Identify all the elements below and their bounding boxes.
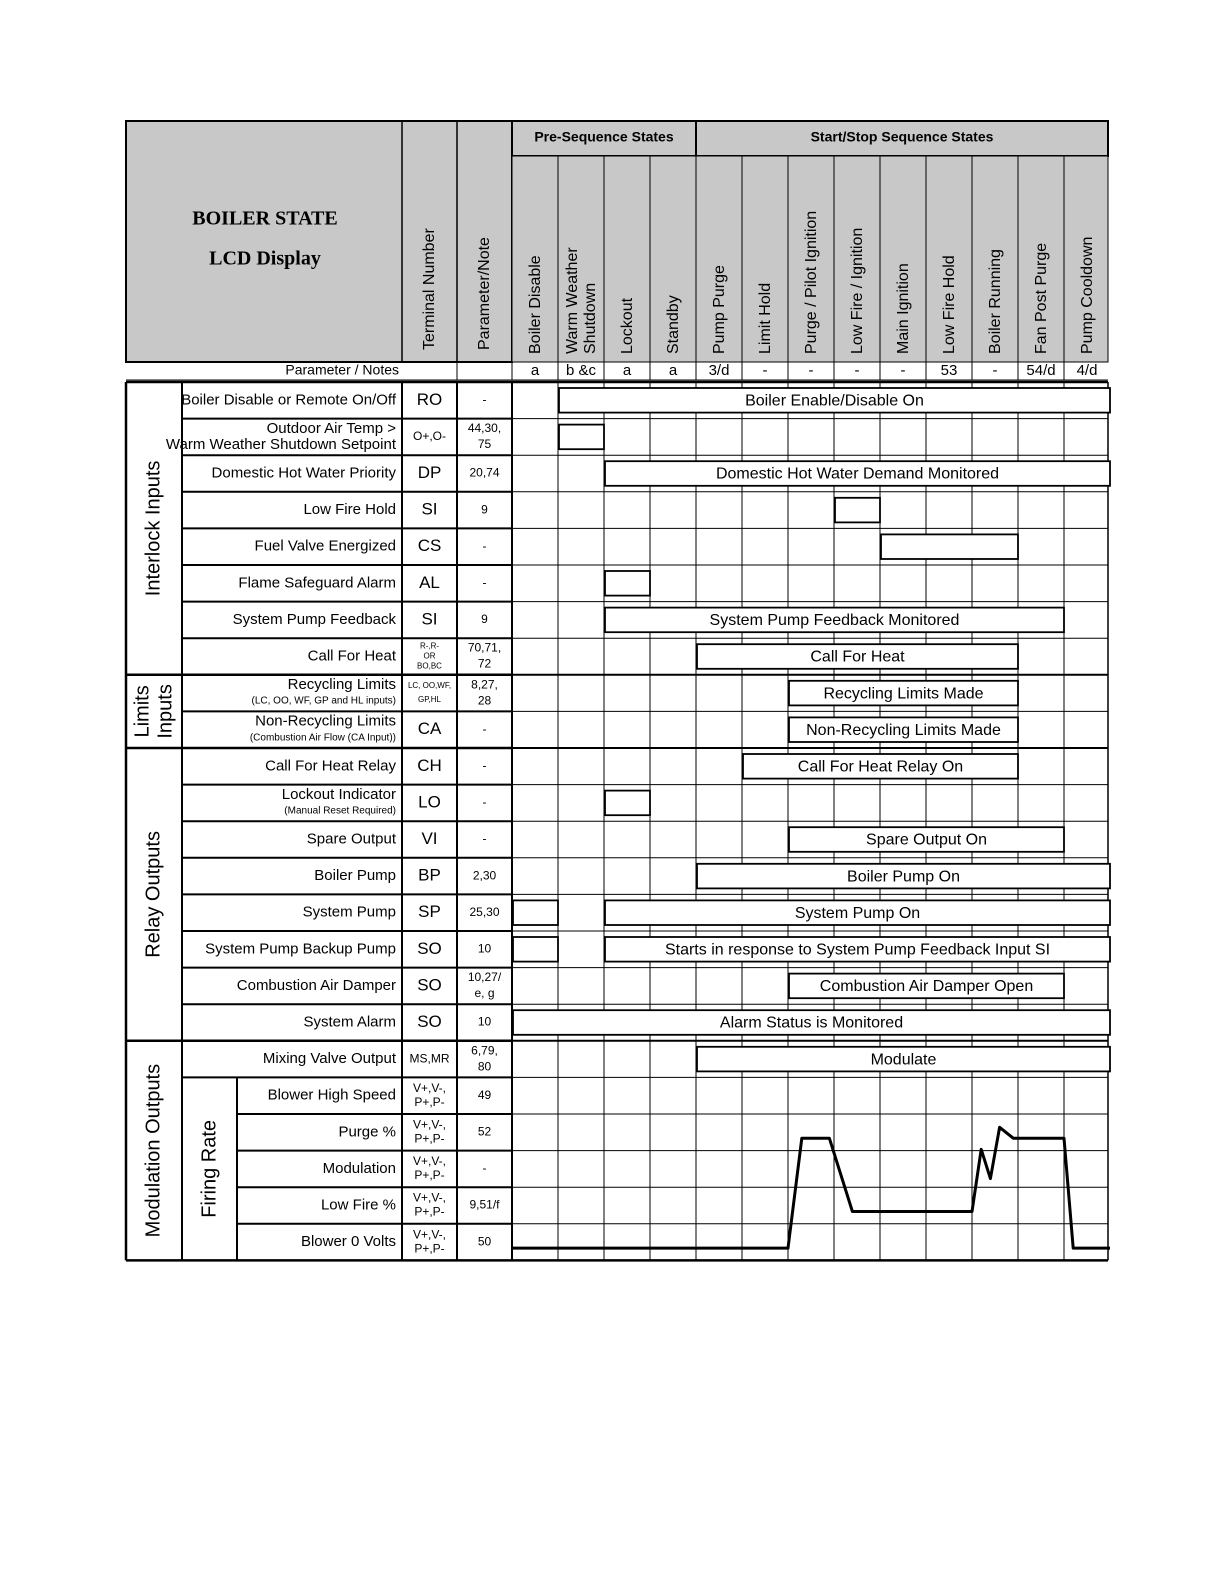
- parameter-note: 9: [481, 502, 488, 517]
- row-label-line2: (Manual Reset Required): [284, 805, 396, 817]
- state-header-3: Lockout: [619, 297, 637, 354]
- terminal-number-line2: P+,P-: [414, 1241, 445, 1256]
- terminal-number-line2: P+,P-: [414, 1131, 445, 1146]
- parameter-note: 50: [477, 1234, 492, 1249]
- terminal-number: V+,V-,: [412, 1080, 447, 1095]
- state-bar: [559, 425, 604, 450]
- parameter-note: -: [482, 721, 487, 736]
- row-label: Domestic Hot Water Priority: [211, 464, 396, 482]
- state-note-2: b &c: [565, 361, 597, 379]
- terminal-number: RO: [416, 389, 443, 409]
- header-left-block: [126, 121, 512, 362]
- row-label: System Pump: [302, 903, 396, 921]
- state-bar-label: Call For Heat: [810, 648, 905, 666]
- state-header-11: Boiler Running: [987, 249, 1005, 354]
- state-bar-label: Starts in response to System Pump Feedback Input SI: [664, 941, 1051, 959]
- state-note-11: -: [992, 361, 998, 379]
- state-bar-label: Boiler Enable/Disable On: [745, 392, 924, 410]
- terminal-number: SI: [421, 609, 438, 629]
- firing-rate-section: Firing Rate: [198, 1119, 221, 1218]
- terminal-number: CA: [417, 719, 442, 739]
- state-header-12: Fan Post Purge: [1033, 242, 1051, 354]
- row-label: System Pump Backup Pump: [205, 940, 396, 958]
- state-bar-label: System Pump Feedback Monitored: [709, 612, 960, 630]
- state-bar: [605, 791, 650, 816]
- state-header-1: Boiler Disable: [527, 255, 545, 354]
- parameter-notes-label: Parameter / Notes: [285, 361, 399, 378]
- row-label: Combustion Air Damper: [236, 976, 396, 994]
- state-note-9: -: [900, 361, 906, 379]
- parameter-note-line2: 28: [477, 693, 492, 708]
- row-label: System Pump Feedback: [232, 610, 396, 628]
- state-header-10: Low Fire Hold: [941, 255, 959, 354]
- terminal-number: SO: [417, 1011, 442, 1031]
- state-note-5: 3/d: [708, 361, 730, 379]
- state-note-1: a: [530, 361, 540, 379]
- row-label-line2: (LC, OO, WF, GP and HL inputs): [251, 695, 396, 707]
- terminal-number: R-,R-: [419, 641, 440, 651]
- parameter-note: 49: [477, 1087, 492, 1102]
- state-bar-label: Boiler Pump On: [847, 868, 960, 886]
- terminal-number: AL: [419, 572, 440, 592]
- terminal-number: CS: [417, 536, 442, 556]
- terminal-number: V+,V-,: [412, 1154, 447, 1169]
- state-note-12: 54/d: [1026, 361, 1056, 379]
- state-bar-label: Domestic Hot Water Demand Monitored: [715, 465, 1000, 483]
- state-header-2-line2: Shutdown: [582, 282, 600, 354]
- state-bar-label: Modulate: [870, 1051, 937, 1069]
- lcd-display-title: LCD Display: [209, 247, 321, 270]
- state-bar-label: Call For Heat Relay On: [797, 758, 964, 776]
- parameter-note: 10,27/: [467, 970, 502, 985]
- row-label: Blower High Speed: [267, 1086, 396, 1104]
- parameter-note: -: [482, 758, 487, 773]
- parameter-note: 25,30: [469, 904, 500, 919]
- terminal-number: V+,V-,: [412, 1227, 447, 1242]
- state-header-2: Warm Weather: [564, 247, 582, 354]
- state-bar: [881, 534, 1018, 559]
- row-label: Lockout Indicator: [281, 785, 396, 803]
- terminal-number: V+,V-,: [412, 1190, 447, 1205]
- state-bar-label: Non-Recycling Limits Made: [806, 721, 1001, 739]
- row-label: System Alarm: [303, 1013, 396, 1031]
- terminal-number: SP: [418, 902, 441, 922]
- terminal-number: SI: [421, 499, 438, 519]
- terminal-number: CH: [417, 755, 442, 775]
- terminal-number-line2: OR: [423, 651, 436, 661]
- boiler-state-title: BOILER STATE: [192, 207, 338, 230]
- parameter-note: 20,74: [469, 465, 500, 480]
- terminal-number: LO: [418, 792, 441, 812]
- terminal-number: SO: [417, 938, 442, 958]
- state-bar: [605, 571, 650, 596]
- state-bars: [513, 388, 1110, 1071]
- terminal-number-line2: GP,HL: [418, 695, 441, 705]
- limits-inputs-section: Limits: [131, 685, 154, 738]
- state-note-7: -: [808, 361, 814, 379]
- row-label-line2: (Combustion Air Flow (CA Input)): [249, 732, 396, 744]
- parameter-note: -: [482, 538, 487, 553]
- row-label: Fuel Valve Energized: [254, 537, 396, 555]
- modulation-outputs-section: Modulation Outputs: [142, 1063, 165, 1238]
- row-label: Call For Heat: [307, 647, 396, 665]
- pre-sequence-group-label: Pre-Sequence States: [534, 128, 674, 145]
- terminal-number: O+,O-: [412, 429, 447, 444]
- row-label: Modulation: [322, 1159, 396, 1177]
- terminal-number: V+,V-,: [412, 1117, 447, 1132]
- state-bar: [513, 900, 558, 925]
- parameter-note: 9,51/f: [469, 1197, 500, 1212]
- state-bar-label: Combustion Air Damper Open: [819, 978, 1034, 996]
- terminal-number-line2: P+,P-: [414, 1168, 445, 1183]
- parameter-note: 10: [477, 1014, 492, 1029]
- state-header-8: Low Fire / Ignition: [849, 227, 867, 354]
- state-bar-label: Alarm Status is Monitored: [719, 1014, 904, 1032]
- row-label: Call For Heat Relay: [265, 757, 396, 775]
- row-label: Blower 0 Volts: [300, 1233, 396, 1251]
- row-label: Boiler Pump: [314, 867, 396, 885]
- state-note-13: 4/d: [1076, 361, 1098, 379]
- start-stop-group-label: Start/Stop Sequence States: [810, 128, 994, 145]
- parameter-note: -: [482, 795, 487, 810]
- state-note-8: -: [854, 361, 860, 379]
- terminal-number: LC, OO,WF,: [407, 681, 452, 691]
- terminal-number-line2: P+,P-: [414, 1094, 445, 1109]
- parameter-note: 9: [481, 612, 488, 627]
- row-label: Boiler Disable or Remote On/Off: [181, 391, 396, 409]
- parameter-note-line2: e, g: [474, 986, 495, 1001]
- row-label: Flame Safeguard Alarm: [238, 574, 396, 592]
- state-note-10: 53: [940, 361, 958, 379]
- terminal-number-line2: P+,P-: [414, 1204, 445, 1219]
- state-header-5: Pump Purge: [711, 265, 729, 354]
- state-header-13: Pump Cooldown: [1079, 236, 1097, 354]
- state-header-9: Main Ignition: [895, 263, 913, 354]
- parameter-note: 8,27,: [471, 677, 498, 692]
- interlock-inputs-section: Interlock Inputs: [142, 460, 165, 597]
- parameter-note-line2: 80: [477, 1059, 492, 1074]
- state-bar-label: Recycling Limits Made: [823, 685, 984, 703]
- parameter-note: -: [482, 1161, 487, 1176]
- relay-outputs-section: Relay Outputs: [142, 831, 165, 958]
- terminal-number: SO: [417, 975, 442, 995]
- state-bar-label: System Pump On: [794, 904, 921, 922]
- row-label: Purge %: [338, 1123, 396, 1141]
- state-header-6: Limit Hold: [757, 282, 775, 354]
- parameter-note-header: Parameter/Note: [476, 237, 494, 350]
- parameter-note: -: [482, 575, 487, 590]
- row-label: Outdoor Air Temp >: [266, 419, 396, 437]
- state-note-3: a: [622, 361, 632, 379]
- parameter-note: -: [482, 392, 487, 407]
- parameter-note: 44,30,: [467, 421, 502, 436]
- row-label: Non-Recycling Limits: [255, 712, 396, 730]
- terminal-number: BP: [418, 865, 441, 885]
- parameter-note: 10: [477, 941, 492, 956]
- state-note-4: a: [668, 361, 678, 379]
- terminal-number-line3: BO,BC: [417, 661, 442, 671]
- parameter-note: 6,79,: [471, 1043, 498, 1058]
- terminal-number-header: Terminal Number: [421, 228, 439, 350]
- state-note-6: -: [762, 361, 768, 379]
- row-label-line2: Warm Weather Shutdown Setpoint: [165, 435, 396, 453]
- state-header-7: Purge / Pilot Ignition: [803, 210, 821, 354]
- state-header-4: Standby: [665, 295, 683, 354]
- parameter-note: 2,30: [472, 868, 497, 883]
- terminal-number: DP: [417, 462, 442, 482]
- parameter-note-line2: 72: [477, 656, 492, 671]
- state-bar-label: Spare Output On: [866, 831, 987, 849]
- parameter-note-line2: 75: [477, 437, 492, 452]
- row-label: Mixing Valve Output: [262, 1050, 396, 1068]
- row-label: Low Fire Hold: [303, 501, 396, 519]
- state-bar: [513, 937, 558, 962]
- parameter-note: 70,71,: [467, 640, 502, 655]
- parameter-note: -: [482, 831, 487, 846]
- parameter-note: 52: [477, 1124, 492, 1139]
- row-label: Spare Output: [306, 830, 396, 848]
- terminal-number: MS,MR: [409, 1051, 450, 1066]
- terminal-number: VI: [421, 828, 438, 848]
- limits-inputs-section-line2: Inputs: [154, 684, 177, 739]
- state-bar: [835, 498, 880, 523]
- row-label: Recycling Limits: [287, 676, 396, 694]
- row-label: Low Fire %: [320, 1196, 396, 1214]
